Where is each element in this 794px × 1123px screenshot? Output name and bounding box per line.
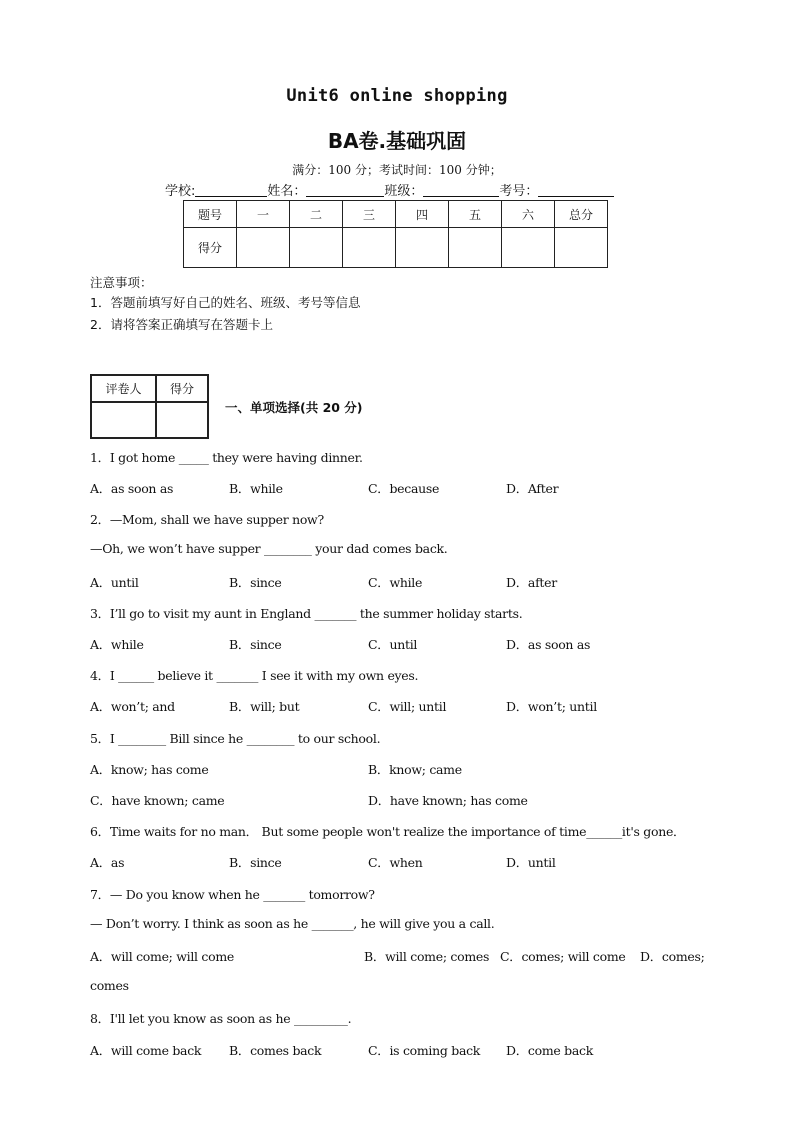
question-2-option-b: B．since (229, 575, 282, 590)
question-6-stem: 6．Time waits for no man． But some people won't realize the importance of time______it's gone． (90, 824, 686, 839)
question-4-stem: 4．I ______ believe it _______ I see it with my own eyes. (90, 668, 419, 683)
question-5-option-d: D．have known; has come (368, 793, 528, 808)
student-info-row (165, 180, 614, 199)
score-cell (237, 228, 290, 268)
id-blank (538, 183, 614, 197)
score-col-1: 一 (237, 201, 290, 228)
score-col-total: 总分 (555, 201, 608, 228)
question-6-option-c: C．when (368, 855, 423, 870)
class-blank (423, 183, 499, 197)
name-label: 姓名： (267, 184, 307, 199)
question-5-stem: 5．I ________ Bill since he ________ to our school. (90, 731, 381, 746)
question-1-option-c: C．because (368, 481, 440, 496)
question-5-option-c: C．have known; came (90, 793, 225, 808)
score-col-4: 四 (396, 201, 449, 228)
question-8-option-c: C．is coming back (368, 1043, 481, 1058)
question-1-option-a: A．as soon as (90, 481, 174, 496)
question-3-option-a: A．while (90, 637, 144, 652)
score-cell (449, 228, 502, 268)
score-col-6: 六 (502, 201, 555, 228)
score-table (183, 200, 608, 268)
section-title: 一、单项选择(共 20 分) (225, 400, 363, 415)
question-8-option-d: D．come back (506, 1043, 594, 1058)
notes-title: 注意事项： (90, 275, 153, 290)
grader-label: 评卷人 (91, 375, 156, 402)
question-7-option-c: C．comes; will come (500, 949, 626, 964)
question-3-stem: 3．I’ll go to visit my aunt in England _______ the summer holiday starts. (90, 606, 523, 621)
question-7-stem-reply: — Don’t worry. I think as soon as he _______, he will give you a call. (90, 916, 495, 931)
question-2-option-a: A．until (90, 575, 139, 590)
exam-meta: 满分：100 分；考试时间：100 分钟； (292, 163, 502, 177)
document-subtitle: BA卷.基础巩固 (327, 129, 467, 153)
score-col-3: 三 (343, 201, 396, 228)
name-blank (306, 183, 384, 197)
note-item-1: 1．答题前填写好自己的姓名、班级、考号等信息 (90, 295, 361, 310)
score-cell (555, 228, 608, 268)
question-8-stem: 8．I'll let you know as soon as he _________. (90, 1011, 352, 1026)
question-7-option-d: D．comes; (640, 949, 705, 964)
question-7-option-b: B．will come; comes (364, 949, 490, 964)
question-6-option-b: B．since (229, 855, 282, 870)
grader-score-cell (156, 402, 208, 438)
question-4-option-d: D．won’t; until (506, 699, 597, 714)
school-blank (195, 183, 267, 197)
question-8-option-a: A．will come back (90, 1043, 202, 1058)
note-item-2: 2．请将答案正确填写在答题卡上 (90, 317, 273, 332)
grader-score-label: 得分 (156, 375, 208, 402)
score-cell (396, 228, 449, 268)
score-col-5: 五 (449, 201, 502, 228)
question-2-stem-reply: —Oh, we won’t have supper ________ your dad comes back. (90, 541, 448, 556)
question-2-option-d: D．after (506, 575, 557, 590)
score-cell (290, 228, 343, 268)
question-1-option-d: D．After (506, 481, 559, 496)
grader-table (90, 374, 209, 439)
question-7-option-a: A．will come; will come (90, 949, 234, 964)
class-label: 班级： (384, 184, 424, 199)
question-7-option-d-cont: comes (90, 978, 129, 993)
question-4-option-b: B．will; but (229, 699, 300, 714)
question-2-stem: 2．—Mom, shall we have supper now? (90, 512, 324, 527)
document-title: Unit6 online shopping (286, 86, 508, 106)
question-1-option-b: B．while (229, 481, 283, 496)
score-table-header: 题号 (184, 201, 237, 228)
question-7-stem: 7．— Do you know when he _______ tomorrow? (90, 887, 375, 902)
question-8-option-b: B．comes back (229, 1043, 322, 1058)
id-label: 考号： (499, 184, 539, 199)
question-3-option-b: B．since (229, 637, 282, 652)
question-6-option-a: A．as (90, 855, 125, 870)
school-label: 学校: (165, 184, 196, 199)
question-4-option-c: C．will; until (368, 699, 447, 714)
question-5-option-a: A．know; has come (90, 762, 209, 777)
question-3-option-d: D．as soon as (506, 637, 591, 652)
question-1-stem: 1．I got home _____ they were having dinner. (90, 450, 363, 465)
question-6-option-d: D．until (506, 855, 556, 870)
question-2-option-c: C．while (368, 575, 423, 590)
score-cell (343, 228, 396, 268)
score-row-label: 得分 (184, 228, 237, 268)
question-4-option-a: A．won’t; and (90, 699, 175, 714)
question-5-option-b: B．know; came (368, 762, 462, 777)
score-col-2: 二 (290, 201, 343, 228)
score-cell (502, 228, 555, 268)
grader-cell (91, 402, 156, 438)
question-3-option-c: C．until (368, 637, 418, 652)
